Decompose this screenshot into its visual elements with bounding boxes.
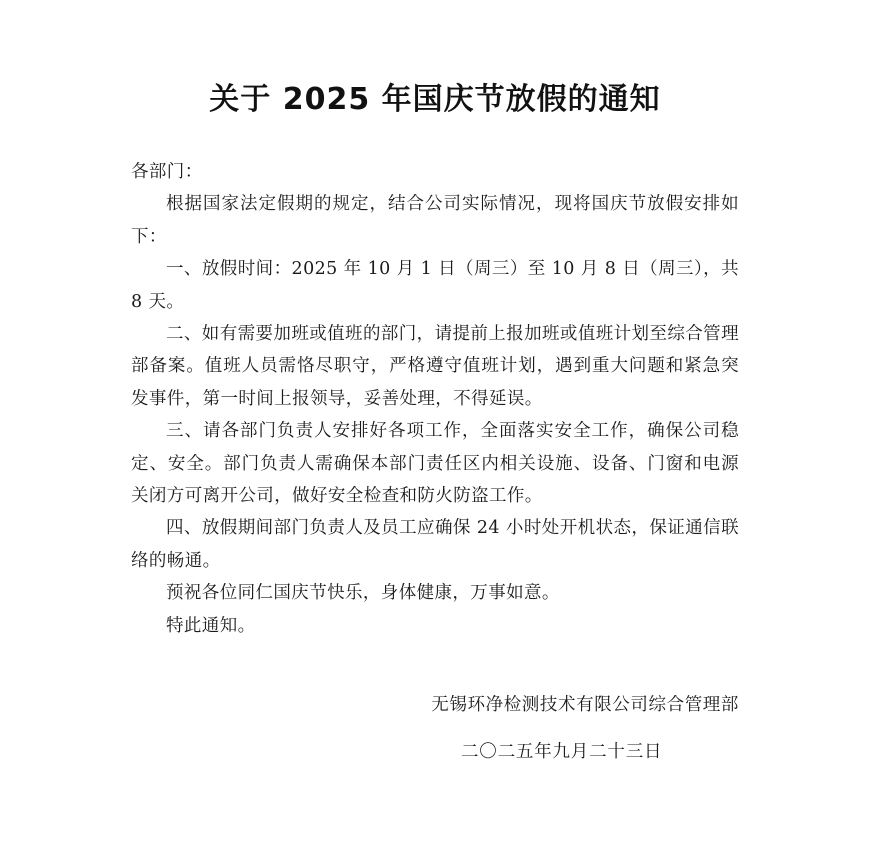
notice-body [131,156,739,642]
paragraph-communication: 四、放假期间部门负责人及员工应确保 24 小时处开机状态，保证通信联络的畅通。 [131,518,739,571]
paragraph-closing: 特此通知。 [166,615,256,636]
paragraph-holiday-time: 一、放假时间：2025 年 10 月 1 日（周三）至 10 月 8 日（周三），共 8 天。 [131,259,739,312]
issue-date: 二〇二五年九月二十三日 [461,742,663,762]
paragraph-overtime-duty: 二、如有需要加班或值班的部门，请提前上报加班或值班计划至综合管理部备案。值班人员需恪尽职守，严格遵守值班计划，遇到重大问题和紧急突发事件，第一时间上报领导，妥善处理，不得延误。 [131,324,739,409]
salutation: 各部门： [131,162,203,182]
signature: 无锡环净检测技术有限公司综合管理部 [431,695,739,715]
paragraph-wishes: 预祝各位同仁国庆节快乐，身体健康，万事如意。 [166,583,560,604]
paragraph-safety: 三、请各部门负责人安排好各项工作，全面落实安全工作，确保公司稳定、安全。部门负责人需确保本部门责任区内相关设施、设备、门窗和电源关闭方可离开公司，做好安全检查和防火防盗工作。 [131,421,739,507]
notice-title: 关于 2025 年国庆节放假的通知 [209,82,661,117]
paragraph-intro: 根据国家法定假期的规定，结合公司实际情况，现将国庆节放假安排如下： [131,194,739,247]
